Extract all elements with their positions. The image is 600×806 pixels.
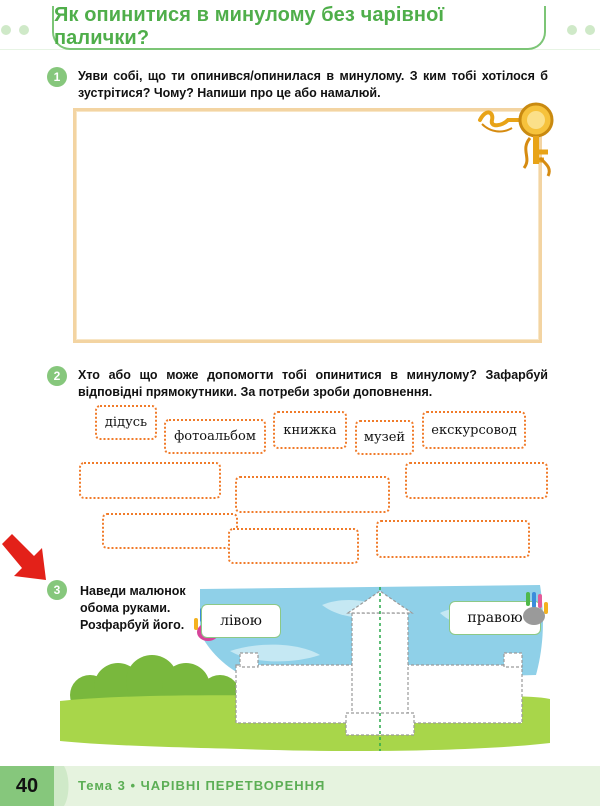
red-arrow-icon xyxy=(0,532,52,584)
left-hand-label: лівою xyxy=(201,604,281,638)
word-box-guide[interactable]: екскурсовод xyxy=(422,411,526,449)
task-2-number: 2 xyxy=(47,366,67,386)
right-hand-print-icon xyxy=(518,592,548,626)
word-box-museum[interactable]: музей xyxy=(355,420,414,455)
blank-box-1[interactable] xyxy=(79,462,221,499)
task-3-line-3: Розфарбуй його. xyxy=(80,618,185,632)
footer-topic: Тема 3 • ЧАРІВНІ ПЕРЕТВОРЕННЯ xyxy=(78,778,326,793)
right-hand-label: правою xyxy=(449,601,541,635)
task-3-number: 3 xyxy=(47,580,67,600)
task-2-text: Хто або що може допомогти тобі опинитися в минулому? Зафарбуй відповідні прямокутники. За потреби зроби доповнення. xyxy=(78,368,548,399)
blank-box-3[interactable] xyxy=(405,462,548,499)
page-title-box xyxy=(52,6,546,50)
word-box-book[interactable]: книжка xyxy=(273,411,347,449)
footer-tab-decoration xyxy=(54,766,70,806)
task-1-number: 1 xyxy=(47,67,67,87)
blank-box-4[interactable] xyxy=(102,513,238,549)
task-3-line-1: Наведи малюнок xyxy=(80,584,186,598)
word-box-photo-album[interactable]: фотоальбом xyxy=(164,419,266,454)
word-box-grandpa[interactable]: дідусь xyxy=(95,405,157,440)
blank-box-2[interactable] xyxy=(235,476,390,513)
task-1-text: Уяви собі, що ти опинився/опинилася в минулому. З ким тобі хотілося б зустрітися? Чому? Напиши про це або намалюй. xyxy=(78,69,548,100)
page-title: Як опинитися в минулому без чарівної палички? xyxy=(54,4,445,49)
page-number: 40 xyxy=(0,766,54,806)
blank-box-5[interactable] xyxy=(228,528,359,564)
task-3-line-2: обома руками. xyxy=(80,601,171,615)
magic-key-icon xyxy=(472,98,564,178)
blank-box-6[interactable] xyxy=(376,520,530,558)
